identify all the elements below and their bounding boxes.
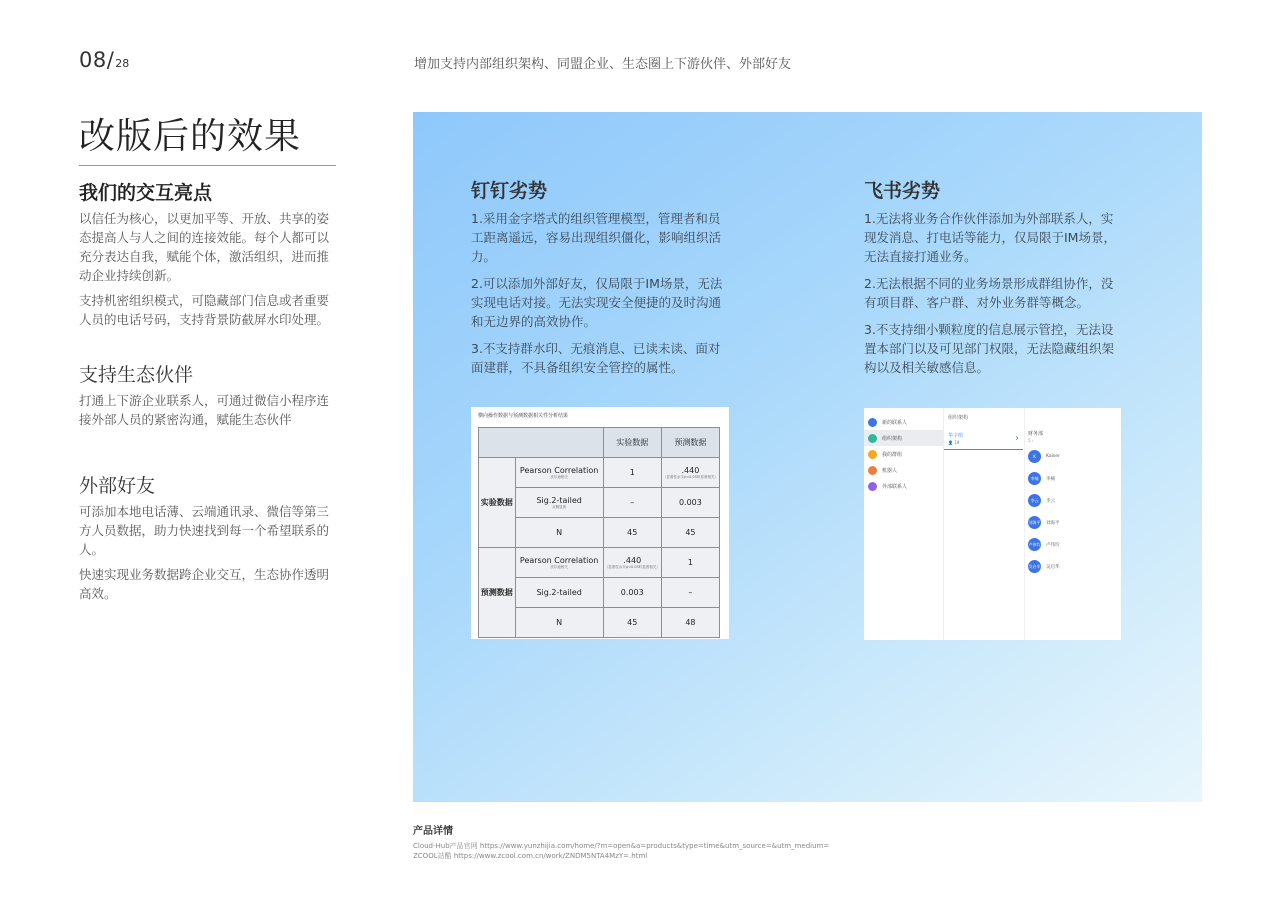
table-cell: 45 xyxy=(661,518,719,548)
table-cell: – xyxy=(603,488,661,518)
avatar: 刘海平 xyxy=(1028,516,1041,529)
sig-label: Sig.2-tailed xyxy=(536,495,582,505)
left-column xyxy=(79,178,337,609)
avatar: 吴启华 xyxy=(1028,560,1041,573)
org-app-screenshot xyxy=(864,408,1121,640)
robot-icon xyxy=(868,466,877,475)
member-item[interactable] xyxy=(1028,560,1060,573)
pearson-label: Pearson Correlation xyxy=(519,465,599,475)
member-name: 刘海平 xyxy=(1046,520,1060,526)
table-caption: 横向操作数据与预测数据相关性分析结果 xyxy=(478,413,569,419)
dingtalk-heading: 钉钉劣势 xyxy=(471,180,548,202)
pearson-sublabel: 皮尔逊相关 xyxy=(550,474,568,479)
table-cell xyxy=(661,458,719,488)
table-row-label: N xyxy=(515,518,603,548)
dingtalk-point-1: 1.采用金字塔式的组织管理模型，管理者和员工距离遥远，容易出现组织僵化，影响组织活力。 xyxy=(471,211,722,264)
dept-name: 财务部 xyxy=(1028,431,1044,437)
dingtalk-point-3: 3.不支持群水印、无痕消息、已读未读、面对面建群，不具备组织安全管控的属性。 xyxy=(471,341,721,375)
friends-heading: 外部好友 xyxy=(79,475,156,497)
dingtalk-column xyxy=(471,176,723,385)
footer-link-official[interactable]: Cloud-Hub产品官网 https://www.yunzhijia.com/home/?m=open&a=products&type=time&utm_source=&utm_medium= xyxy=(413,842,830,850)
highlights-heading: 我们的交互亮点 xyxy=(79,182,213,204)
highlights-paragraph-1: 以信任为核心，以更加平等、开放、共享的姿态提高人与人之间的连接效能。每个人都可以充分表达自我，赋能个体，激活组织，进而推动企业持续创新。 xyxy=(79,211,330,283)
table-row-label: N xyxy=(515,608,603,638)
table-row-label: Sig.2-tailed xyxy=(515,578,603,608)
footer-link-zcool[interactable]: ZCOOL站酷 https://www.zcool.com.cn/work/ZNDM5NTA4MzY=.html xyxy=(413,852,648,860)
avatar: 李楠 xyxy=(1028,472,1041,485)
page-number xyxy=(79,48,129,72)
correlation-table xyxy=(478,427,720,638)
cell-value: .440 xyxy=(681,465,700,475)
org-count: 👤 19 xyxy=(948,440,960,445)
member-item[interactable] xyxy=(1028,516,1060,529)
table-cell: 45 xyxy=(603,518,661,548)
table-cell: 0.003 xyxy=(661,488,719,518)
nav-item-org[interactable] xyxy=(864,430,943,446)
page-current: 08/ xyxy=(79,48,115,72)
nav-label: 组织架构 xyxy=(882,435,903,442)
member-item[interactable] xyxy=(1028,450,1060,463)
nav-item-new-contacts[interactable] xyxy=(864,414,943,430)
app-sidebar xyxy=(864,408,944,640)
eco-heading: 支持生态伙伴 xyxy=(79,364,194,386)
dingtalk-point-2: 2.可以添加外部好友，仅局限于IM场景，无法实现电话对接。无法实现安全便捷的及时沟通和无边界的高效协作。 xyxy=(471,276,723,329)
table-cell xyxy=(603,548,661,578)
pearson-sublabel: 皮尔逊相关 xyxy=(550,564,568,569)
table-cell: 48 xyxy=(661,608,719,638)
comparison-panel xyxy=(413,112,1202,802)
org-count-value: 19 xyxy=(954,440,960,445)
nav-label: 我的群组 xyxy=(882,451,903,458)
table-row-label xyxy=(515,548,603,578)
feishu-heading: 飞书劣势 xyxy=(864,180,941,202)
nav-item-external[interactable] xyxy=(864,478,943,494)
member-name: 卢伟均 xyxy=(1046,542,1060,548)
page-subtitle: 增加支持内部组织架构、同盟企业、生态圈上下游伙伴、外部好友 xyxy=(414,57,792,72)
pearson-label: Pearson Correlation xyxy=(519,555,599,565)
table-row-label xyxy=(515,458,603,488)
page-total: 28 xyxy=(115,57,130,70)
table-col-header: 预测数据 xyxy=(661,428,719,458)
feishu-column xyxy=(864,176,1116,385)
sig-sublabel: 双侧显著 xyxy=(552,504,567,509)
external-contacts-icon xyxy=(868,482,877,491)
cell-note: （显著性水平p<0.05时显著相关） xyxy=(662,474,718,479)
nav-label: 新的联系人 xyxy=(882,419,908,426)
org-icon xyxy=(868,434,877,443)
app-header: 组织架构 xyxy=(948,415,969,421)
table-group-label: 预测数据 xyxy=(479,548,516,638)
member-item[interactable] xyxy=(1028,472,1055,485)
member-name: 李云 xyxy=(1046,498,1055,504)
member-name: 李楠 xyxy=(1046,476,1055,482)
title-divider xyxy=(79,165,336,166)
cell-value: .440 xyxy=(623,555,642,565)
member-name: Kaiser xyxy=(1046,454,1060,459)
table-cell: – xyxy=(661,578,719,608)
chevron-right-icon: › xyxy=(1015,433,1019,444)
table-col-header: 实验数据 xyxy=(603,428,661,458)
avatar: 李云 xyxy=(1028,494,1041,507)
org-name: 华宇组 xyxy=(948,433,964,439)
feishu-point-1: 1.无法将业务合作伙伴添加为外部联系人，实现发消息、打电话等能力，仅局限于IM场景，无法直接打通业务。 xyxy=(864,211,1116,264)
correlation-table-screenshot xyxy=(471,407,729,639)
table-group-label: 实验数据 xyxy=(479,458,516,548)
table-cell: 1 xyxy=(603,458,661,488)
cell-note: （显著性水平p<0.05时显著相关） xyxy=(604,564,660,569)
table-cell: 45 xyxy=(603,608,661,638)
friends-paragraph-2: 快速实现业务数据跨企业交互，生态协作透明高效。 xyxy=(79,567,330,601)
nav-label: 机器人 xyxy=(882,467,898,474)
nav-item-bots[interactable] xyxy=(864,462,943,478)
eco-paragraph: 打通上下游企业联系人，可通过微信小程序连接外部人员的紧密沟通，赋能生态伙伴 xyxy=(79,393,330,427)
highlights-paragraph-2: 支持机密组织模式，可隐藏部门信息或者重要人员的电话号码，支持背景防截屏水印处理。 xyxy=(79,293,330,327)
avatar: K xyxy=(1028,450,1041,463)
table-row-label xyxy=(515,488,603,518)
table-corner xyxy=(479,428,604,458)
table-cell: 1 xyxy=(661,548,719,578)
page-title: 改版后的效果 xyxy=(79,116,302,157)
feishu-point-3: 3.不支持细小颗粒度的信息展示管控，无法设置本部门以及可见部门权限，无法隐藏组织架构以及相关敏感信息。 xyxy=(864,322,1115,375)
member-item[interactable] xyxy=(1028,494,1055,507)
member-item[interactable] xyxy=(1028,538,1060,551)
dept-count: 5 › xyxy=(1028,438,1034,443)
org-selected-item[interactable] xyxy=(944,430,1023,450)
avatar: 卢伟均 xyxy=(1028,538,1041,551)
footer-heading: 产品详情 xyxy=(413,826,453,837)
member-name: 吴启华 xyxy=(1046,564,1060,570)
group-icon xyxy=(868,450,877,459)
nav-label: 外部联系人 xyxy=(882,483,908,490)
nav-item-groups[interactable] xyxy=(864,446,943,462)
table-cell: 0.003 xyxy=(603,578,661,608)
contacts-icon xyxy=(868,418,877,427)
feishu-point-2: 2.无法根据不同的业务场景形成群组协作，没有项目群、客户群、对外业务群等概念。 xyxy=(864,276,1114,310)
friends-paragraph-1: 可添加本地电话薄、云端通讯录、微信等第三方人员数据，助力快速找到每一个希望联系的人。 xyxy=(79,504,330,557)
